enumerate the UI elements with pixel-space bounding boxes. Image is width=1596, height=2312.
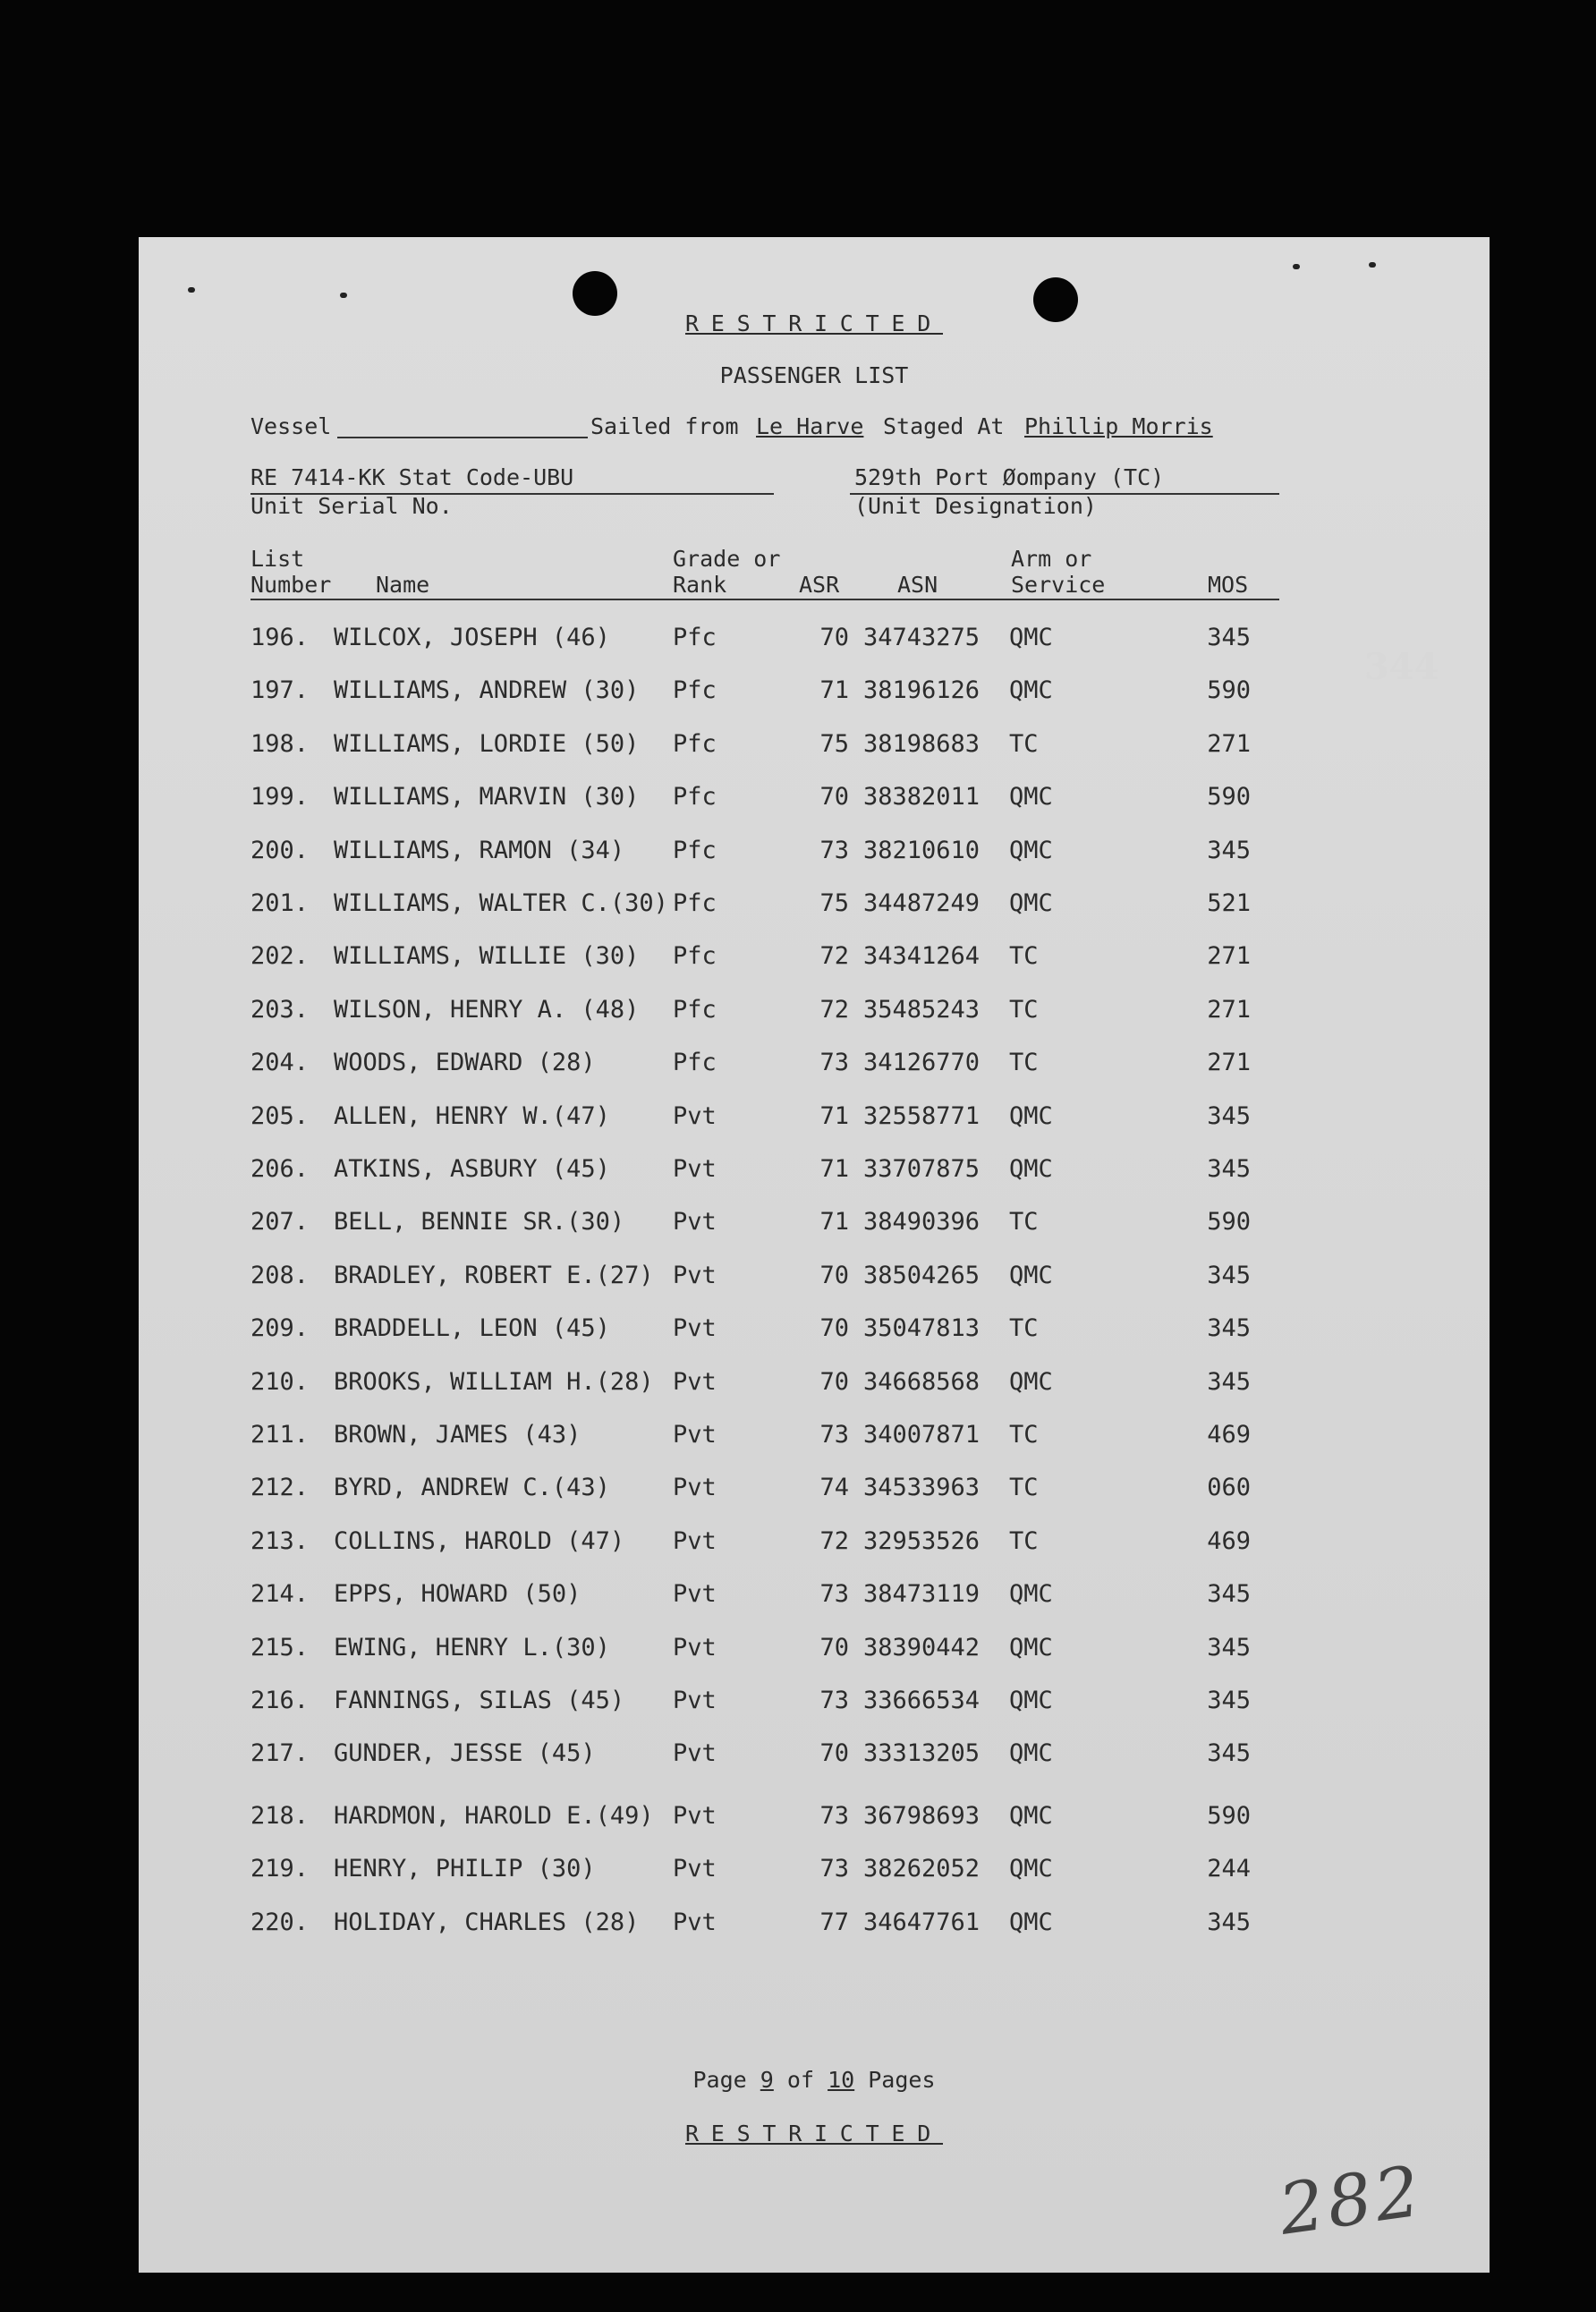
- cell-num: 216.: [250, 1687, 310, 1714]
- cell-num: 217.: [250, 1739, 310, 1768]
- cell-num: 208.: [250, 1261, 310, 1289]
- table-row: [139, 889, 1490, 925]
- cell-name: EPPS, HOWARD (50): [334, 1580, 582, 1609]
- cell-num: 202.: [250, 942, 310, 971]
- cell-arm: TC: [1009, 729, 1039, 758]
- cell-asn: 34487249: [863, 889, 981, 917]
- cell-name: FANNINGS, SILAS (45): [334, 1687, 625, 1714]
- cell-arm: QMC: [1009, 1101, 1053, 1130]
- cell-asn: 38198683: [863, 729, 981, 758]
- table-row: [139, 1421, 1490, 1457]
- table-row: [139, 1739, 1490, 1775]
- cell-asn: 34743275: [863, 624, 981, 651]
- cell-rank: Pfc: [673, 1049, 717, 1077]
- cell-asr: 73: [819, 836, 849, 864]
- handwritten-number: 282: [1274, 2151, 1429, 2251]
- cell-num: 214.: [250, 1580, 310, 1609]
- cell-name: EWING, HENRY L.(30): [334, 1633, 610, 1662]
- col-grade-l1: Grade or: [673, 546, 781, 572]
- cell-mos: 271: [1207, 729, 1251, 758]
- cell-num: 204.: [250, 1049, 310, 1077]
- cell-asr: 70: [819, 1367, 849, 1396]
- unit-value: 529th Port Øompany (TC): [854, 464, 1165, 490]
- cell-rank: Pvt: [673, 1908, 717, 1936]
- cell-rank: Pvt: [673, 1155, 717, 1183]
- cell-num: 220.: [250, 1908, 310, 1936]
- page-total: 10: [828, 2067, 855, 2093]
- cell-arm: QMC: [1009, 889, 1053, 917]
- cell-asn: 33707875: [863, 1155, 981, 1183]
- cell-asr: 71: [819, 1208, 849, 1237]
- cell-num: 212.: [250, 1474, 310, 1502]
- cell-num: 213.: [250, 1526, 310, 1555]
- cell-name: WILCOX, JOSEPH (46): [334, 624, 610, 651]
- cell-arm: TC: [1009, 1421, 1039, 1449]
- cell-rank: Pfc: [673, 783, 717, 812]
- cell-rank: Pfc: [673, 676, 717, 705]
- cell-rank: Pvt: [673, 1526, 717, 1555]
- cell-arm: TC: [1009, 1314, 1039, 1343]
- cell-asn: 35485243: [863, 995, 981, 1024]
- cell-num: 206.: [250, 1155, 310, 1183]
- cell-arm: TC: [1009, 995, 1039, 1024]
- table-row: [139, 1474, 1490, 1509]
- cell-name: WILLIAMS, LORDIE (50): [334, 729, 640, 758]
- cell-arm: QMC: [1009, 1739, 1053, 1768]
- cell-arm: QMC: [1009, 1261, 1053, 1289]
- cell-asr: 73: [819, 1421, 849, 1449]
- table-row: [139, 1802, 1490, 1838]
- cell-mos: 521: [1207, 889, 1251, 917]
- cell-mos: 271: [1207, 995, 1251, 1024]
- cell-name: WILLIAMS, WALTER C.(30): [334, 889, 668, 917]
- serial-value: RE 7414-KK Stat Code-UBU: [250, 464, 574, 490]
- cell-num: 201.: [250, 889, 310, 917]
- col-asr: ASR: [799, 572, 840, 598]
- cell-arm: TC: [1009, 1208, 1039, 1237]
- cell-asn: 34126770: [863, 1049, 981, 1077]
- cell-rank: Pvt: [673, 1261, 717, 1289]
- cell-arm: TC: [1009, 1474, 1039, 1502]
- cell-name: ATKINS, ASBURY (45): [334, 1155, 610, 1183]
- cell-num: 196.: [250, 624, 310, 651]
- staged-value: Phillip Morris: [1024, 413, 1213, 439]
- table-row: [139, 730, 1490, 766]
- cell-asn: 33666534: [863, 1687, 981, 1714]
- cell-name: WILLIAMS, WILLIE (30): [334, 942, 640, 971]
- cell-arm: TC: [1009, 1526, 1039, 1555]
- document-sheet: [139, 237, 1490, 2273]
- cell-arm: QMC: [1009, 836, 1053, 864]
- cell-name: WILLIAMS, MARVIN (30): [334, 783, 640, 812]
- cell-asn: 38210610: [863, 836, 981, 864]
- page-title: PASSENGER LIST: [719, 362, 909, 388]
- col-name: Name: [376, 572, 430, 598]
- cell-rank: Pvt: [673, 1855, 717, 1883]
- cell-arm: QMC: [1009, 1687, 1053, 1714]
- cell-name: ALLEN, HENRY W.(47): [334, 1101, 610, 1130]
- col-arm-l2: Service: [1011, 572, 1106, 598]
- cell-asr: 72: [819, 995, 849, 1024]
- cell-name: GUNDER, JESSE (45): [334, 1739, 596, 1768]
- cell-name: HENRY, PHILIP (30): [334, 1855, 596, 1883]
- header-rule: [250, 599, 1279, 600]
- cell-asr: 71: [819, 676, 849, 705]
- cell-asr: 70: [819, 1739, 849, 1768]
- cell-asr: 70: [819, 1261, 849, 1289]
- cell-name: BELL, BENNIE SR.(30): [334, 1208, 625, 1237]
- cell-asr: 77: [819, 1908, 849, 1936]
- cell-num: 211.: [250, 1421, 310, 1449]
- cell-rank: Pfc: [673, 889, 717, 917]
- cell-asr: 73: [819, 1580, 849, 1609]
- cell-mos: 244: [1207, 1855, 1251, 1883]
- cell-asn: 34668568: [863, 1367, 981, 1396]
- vessel-blank-line: [337, 437, 588, 438]
- table-row: [139, 783, 1490, 819]
- cell-asn: 38473119: [863, 1580, 981, 1609]
- cell-rank: Pfc: [673, 836, 717, 864]
- cell-rank: Pvt: [673, 1421, 717, 1449]
- cell-num: 205.: [250, 1101, 310, 1130]
- cell-name: BRADLEY, ROBERT E.(27): [334, 1261, 654, 1289]
- cell-mos: 345: [1207, 1739, 1251, 1768]
- cell-arm: QMC: [1009, 1801, 1053, 1830]
- cell-mos: 345: [1207, 1101, 1251, 1130]
- cell-asr: 70: [819, 783, 849, 812]
- table-row: [139, 1314, 1490, 1350]
- cell-asr: 73: [819, 1855, 849, 1883]
- cell-asr: 71: [819, 1155, 849, 1183]
- col-grade-l2: Rank: [673, 572, 727, 598]
- page-mid: of: [786, 2067, 814, 2093]
- table-row: [139, 996, 1490, 1032]
- cell-asn: 34007871: [863, 1421, 981, 1449]
- cell-mos: 345: [1207, 1580, 1251, 1609]
- cell-asr: 70: [819, 624, 849, 651]
- cell-asn: 35047813: [863, 1314, 981, 1343]
- cell-mos: 345: [1207, 1155, 1251, 1183]
- unit-label: (Unit Designation): [854, 493, 1097, 519]
- cell-rank: Pvt: [673, 1687, 717, 1714]
- page-counter: [139, 2067, 1490, 2093]
- cell-num: 218.: [250, 1801, 310, 1830]
- cell-asr: 73: [819, 1801, 849, 1830]
- cell-asn: 34341264: [863, 942, 981, 971]
- cell-asr: 70: [819, 1633, 849, 1662]
- cell-asn: 38382011: [863, 783, 981, 812]
- cell-mos: 345: [1207, 624, 1251, 651]
- cell-arm: QMC: [1009, 783, 1053, 812]
- cell-rank: Pvt: [673, 1101, 717, 1130]
- cell-num: 210.: [250, 1367, 310, 1396]
- cell-asr: 73: [819, 1687, 849, 1714]
- col-list-l2: Number: [250, 572, 332, 598]
- cell-rank: Pvt: [673, 1208, 717, 1237]
- table-row: [139, 1855, 1490, 1891]
- col-mos: MOS: [1208, 572, 1249, 598]
- cell-rank: Pvt: [673, 1314, 717, 1343]
- cell-mos: 590: [1207, 1801, 1251, 1830]
- cell-num: 197.: [250, 676, 310, 705]
- sailed-label: Sailed from: [590, 413, 739, 439]
- cell-mos: 271: [1207, 942, 1251, 971]
- cell-rank: Pfc: [673, 942, 717, 971]
- vessel-label: Vessel: [250, 413, 332, 439]
- cell-name: BRADDELL, LEON (45): [334, 1314, 610, 1343]
- cell-asn: 38504265: [863, 1261, 981, 1289]
- cell-arm: QMC: [1009, 1633, 1053, 1662]
- cell-rank: Pfc: [673, 729, 717, 758]
- cell-mos: 060: [1207, 1474, 1251, 1502]
- table-row: [139, 942, 1490, 978]
- page-suffix: Pages: [868, 2067, 936, 2093]
- cell-mos: 590: [1207, 676, 1251, 705]
- punch-hole: [573, 271, 617, 316]
- cell-asn: 32558771: [863, 1101, 981, 1130]
- cell-asn: 34647761: [863, 1908, 981, 1936]
- cell-num: 209.: [250, 1314, 310, 1343]
- cell-asr: 75: [819, 729, 849, 758]
- col-arm-l1: Arm or: [1011, 546, 1092, 572]
- cell-name: BROOKS, WILLIAM H.(28): [334, 1367, 654, 1396]
- cell-arm: QMC: [1009, 1367, 1053, 1396]
- table-row: [139, 1262, 1490, 1297]
- table-row: [139, 624, 1490, 659]
- cell-asr: 70: [819, 1314, 849, 1343]
- cell-arm: QMC: [1009, 624, 1053, 651]
- cell-mos: 469: [1207, 1421, 1251, 1449]
- cell-arm: QMC: [1009, 1908, 1053, 1936]
- cell-asr: 74: [819, 1474, 849, 1502]
- col-asn: ASN: [897, 572, 938, 598]
- speck: [340, 293, 347, 298]
- cell-num: 198.: [250, 729, 310, 758]
- cell-asn: 36798693: [863, 1801, 981, 1830]
- cell-mos: 590: [1207, 783, 1251, 812]
- cell-num: 207.: [250, 1208, 310, 1237]
- cell-asr: 71: [819, 1101, 849, 1130]
- table-row: [139, 1102, 1490, 1138]
- cell-mos: 345: [1207, 836, 1251, 864]
- cell-name: WOODS, EDWARD (28): [334, 1049, 596, 1077]
- cell-mos: 590: [1207, 1208, 1251, 1237]
- cell-num: 203.: [250, 995, 310, 1024]
- table-row: [139, 837, 1490, 872]
- speck: [188, 287, 195, 293]
- table-row: [139, 1155, 1490, 1191]
- cell-asr: 72: [819, 942, 849, 971]
- speck: [1369, 262, 1376, 268]
- table-row: [139, 1049, 1490, 1084]
- cell-name: COLLINS, HAROLD (47): [334, 1526, 625, 1555]
- cell-name: HARDMON, HAROLD E.(49): [334, 1801, 654, 1830]
- cell-rank: Pvt: [673, 1801, 717, 1830]
- cell-arm: TC: [1009, 1049, 1039, 1077]
- table-row: [139, 1208, 1490, 1244]
- stamp-number: 344: [1364, 646, 1439, 688]
- restricted-top: RESTRICTED: [684, 310, 943, 336]
- table-row: [139, 1527, 1490, 1563]
- cell-asn: 38262052: [863, 1855, 981, 1883]
- cell-rank: Pvt: [673, 1367, 717, 1396]
- page-number: 9: [760, 2067, 774, 2093]
- cell-asn: 33313205: [863, 1739, 981, 1768]
- cell-num: 200.: [250, 836, 310, 864]
- cell-asn: 38390442: [863, 1633, 981, 1662]
- cell-rank: Pfc: [673, 995, 717, 1024]
- cell-mos: 345: [1207, 1633, 1251, 1662]
- cell-mos: 345: [1207, 1687, 1251, 1714]
- restricted-bottom: RESTRICTED: [684, 2121, 943, 2146]
- table-row: [139, 676, 1490, 712]
- col-list-l1: List: [250, 546, 305, 572]
- table-row: [139, 1580, 1490, 1616]
- cell-num: 215.: [250, 1633, 310, 1662]
- sailed-value: Le Harve: [756, 413, 864, 439]
- cell-mos: 345: [1207, 1314, 1251, 1343]
- staged-label: Staged At: [883, 413, 1005, 439]
- cell-name: WILLIAMS, RAMON (34): [334, 836, 625, 864]
- cell-arm: QMC: [1009, 1855, 1053, 1883]
- cell-rank: Pvt: [673, 1633, 717, 1662]
- table-row: [139, 1687, 1490, 1722]
- speck: [1293, 264, 1300, 269]
- cell-rank: Pvt: [673, 1739, 717, 1768]
- cell-arm: QMC: [1009, 1155, 1053, 1183]
- cell-mos: 469: [1207, 1526, 1251, 1555]
- table-row: [139, 1634, 1490, 1670]
- cell-name: WILLIAMS, ANDREW (30): [334, 676, 640, 705]
- cell-arm: QMC: [1009, 676, 1053, 705]
- cell-name: WILSON, HENRY A. (48): [334, 995, 640, 1024]
- cell-asr: 72: [819, 1526, 849, 1555]
- cell-asr: 75: [819, 889, 849, 917]
- page-prefix: Page: [692, 2067, 747, 2093]
- cell-mos: 345: [1207, 1908, 1251, 1936]
- table-row: [139, 1908, 1490, 1944]
- cell-asn: 32953526: [863, 1526, 981, 1555]
- cell-mos: 345: [1207, 1367, 1251, 1396]
- serial-label: Unit Serial No.: [250, 493, 453, 519]
- cell-asr: 73: [819, 1049, 849, 1077]
- cell-rank: Pvt: [673, 1474, 717, 1502]
- cell-name: BYRD, ANDREW C.(43): [334, 1474, 610, 1502]
- table-row: [139, 1368, 1490, 1404]
- cell-num: 199.: [250, 783, 310, 812]
- cell-rank: Pfc: [673, 624, 717, 651]
- cell-asn: 34533963: [863, 1474, 981, 1502]
- cell-num: 219.: [250, 1855, 310, 1883]
- cell-arm: TC: [1009, 942, 1039, 971]
- cell-rank: Pvt: [673, 1580, 717, 1609]
- cell-asn: 38490396: [863, 1208, 981, 1237]
- cell-arm: QMC: [1009, 1580, 1053, 1609]
- cell-name: HOLIDAY, CHARLES (28): [334, 1908, 640, 1936]
- cell-mos: 345: [1207, 1261, 1251, 1289]
- cell-asn: 38196126: [863, 676, 981, 705]
- cell-mos: 271: [1207, 1049, 1251, 1077]
- cell-name: BROWN, JAMES (43): [334, 1421, 582, 1449]
